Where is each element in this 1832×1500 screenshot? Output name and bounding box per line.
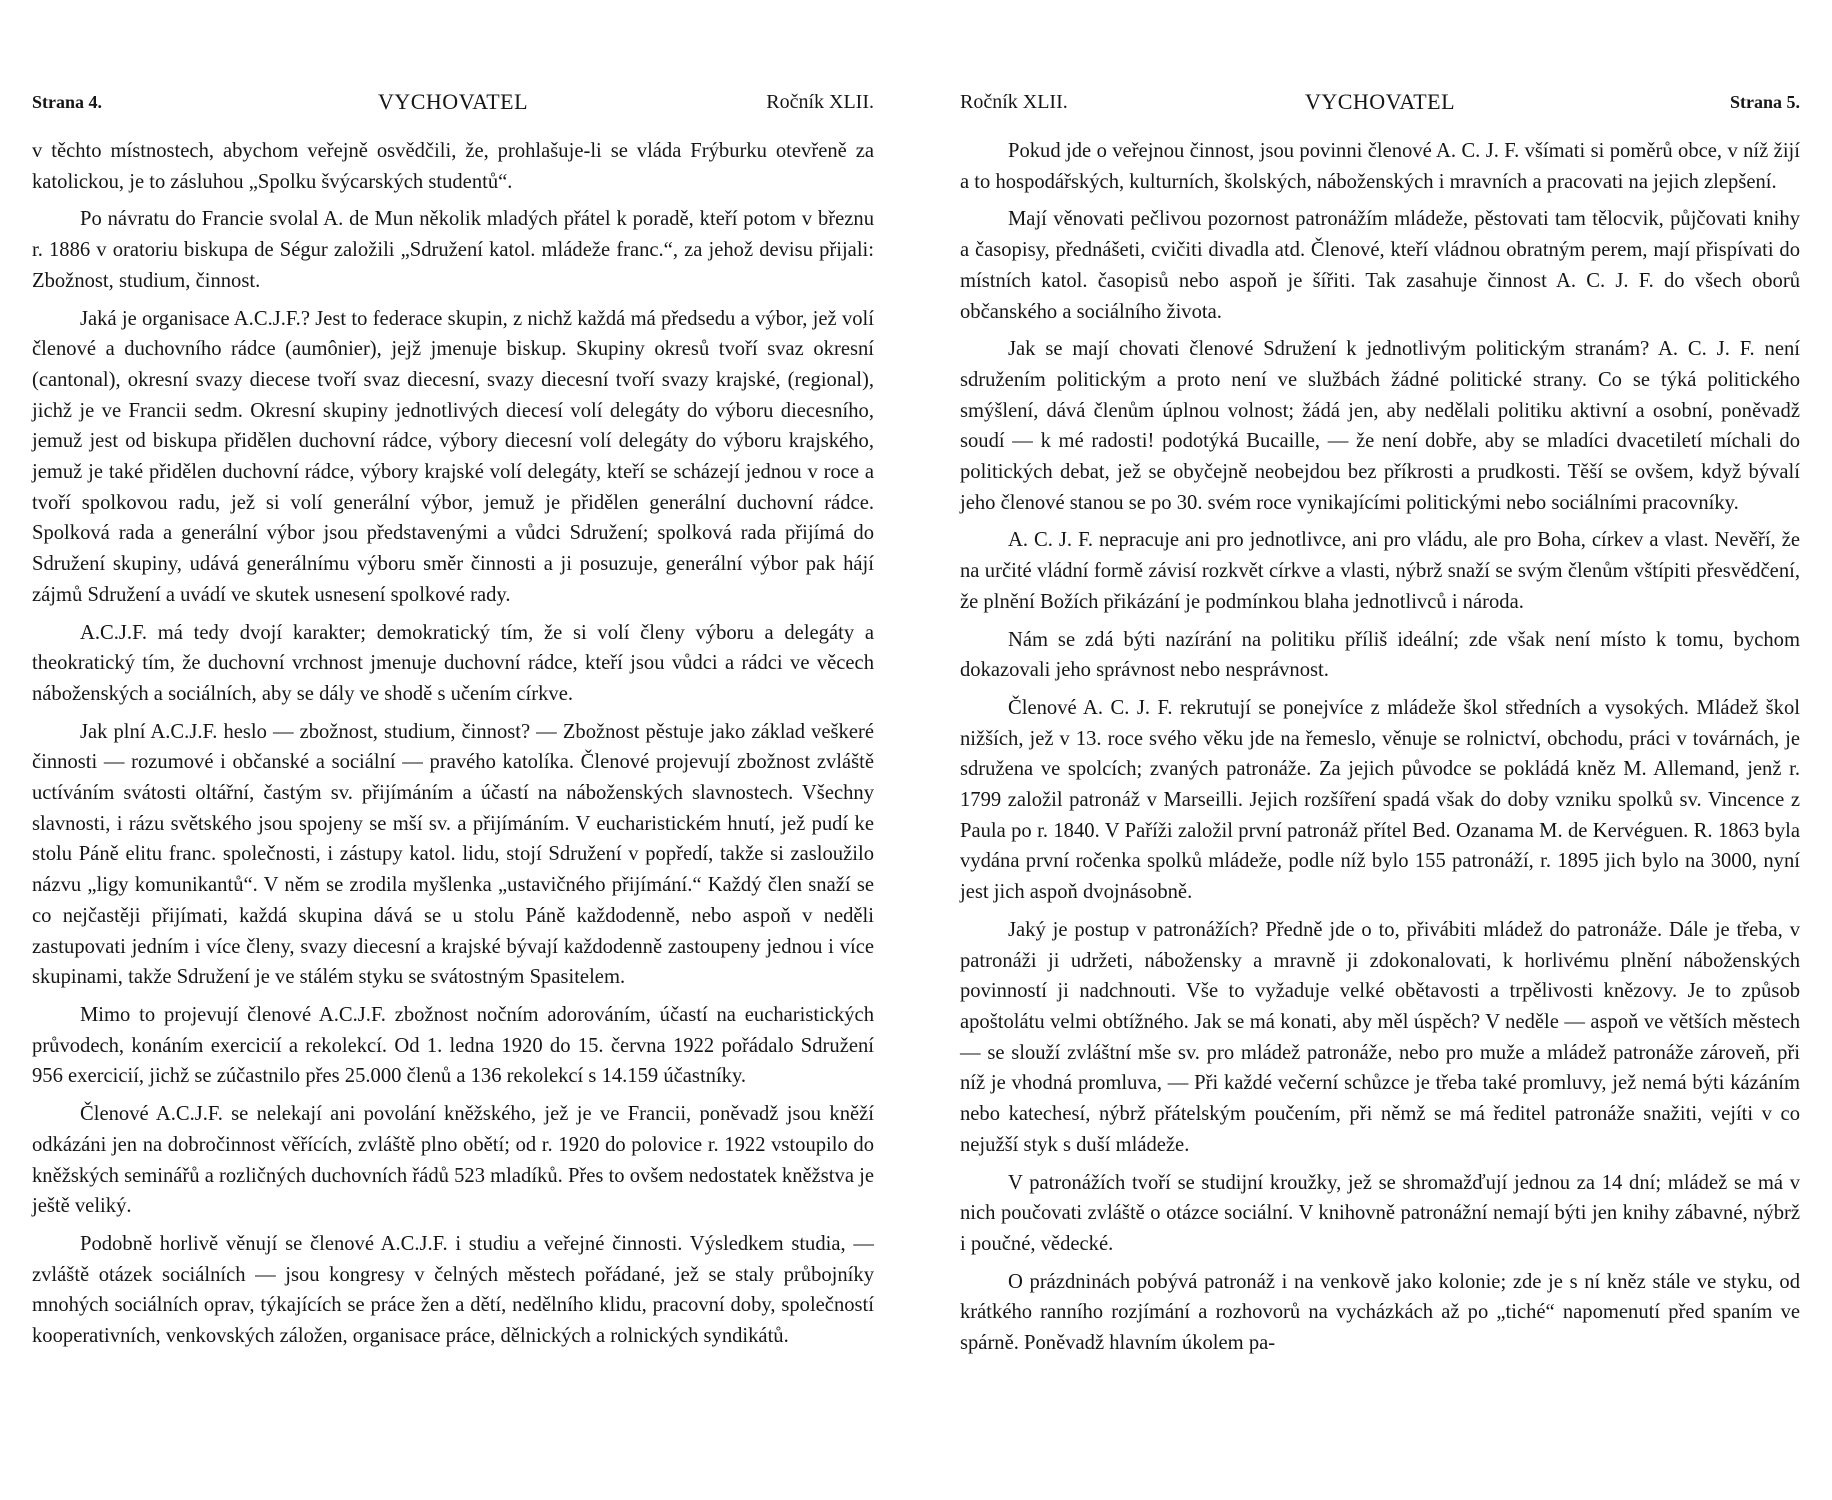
paragraph: Členové A.C.J.F. se nelekají ani povolání kněžského, jež je ve Francii, poněvadž jsou kněží odkázáni jen na dobročinnost věřících, zvláště plno obětí; od r. 1920 do polovice r. 1922 vstoupilo do kněžských seminářů a rozličných duchovních řádů 523 mladíků. Přes to ovšem nedostatek kněžstva je ještě veliký. [32,1103,874,1218]
page-number: Strana 4. [32,92,103,112]
paragraph: Podobně horlivě věnují se členové A.C.J.F. i studiu a veřejné činnosti. Výsledkem studia, — zvláště otázek sociálních — jsou kongresy v čelných městech pořádané, jež se staly průbojníky mnohých sociálních oprav, týkajících se práce žen a dětí, nedělního klidu, pracovní doby, společností kooperativních, venkovských záložen, organisace práce, dělnických a rolnických syndikátů. [32,1232,874,1348]
journal-title: VYCHOVATEL [377,89,529,114]
paragraph: Jaká je organisace A.C.J.F.? Jest to federace skupin, z nichž každá má předsedu a výbor, jež volí členové a duchovního rádce (aumônier), jejž jmenuje biskup. Skupiny okresů tvoří svaz okresní (cantonal), okresní svazy diecese tvoří svaz diecesní, svazy diecesní tvoří svazy krajské, (regional), jichž je ve Francii sedm. Okresní skupiny jednotlivých diecesí volí delegáty do výboru diecesního, jemuž jest od biskupa přidělen duchovní rádce, výbory diecesní volí delegáty do výboru krajského, jemuž je také přidělen duchovní rádce, výbory krajské volí delegáty, kteří se scházejí jednou v roce a tvoří spolkovou radu, jež si volí generální výbor, jemuž je přidělen generální duchovní rádce. Spolková rada a generální výbor jsou představenými a vůdci Sdružení; spolková rada přijímá do Sdružení skupiny, udává generálnímu výboru směr činnosti a ji posuzuje, generální výbor pak hájí zájmů Sdružení a uvádí ve skutek usnesení spolkové rady. [32,307,874,606]
journal-title: VYCHOVATEL [1304,89,1456,114]
volume-label: Ročník XLII. [766,91,874,113]
paragraph: A.C.J.F. má tedy dvojí karakter; demokratický tím, že si volí členy výboru a delegáty a theokratický tím, že duchovní vrchnost jmenuje duchovní rádce, kteří jsou vůdci a rádci ve věcech náboženských a sociálních, aby se dály ve shodě s učením církve. [32,621,874,705]
paragraph: A. C. J. F. nepracuje ani pro jednotlivce, ani pro vládu, ale pro Boha, církev a vlast. Nevěří, že na určité vládní formě závisí rozkvět církve a vlasti, nýbrž snaží se svým členům vštípiti přesvědčení, že plnění Božích přikázání je podmínkou blaha jednotlivců i národa. [960,529,1800,613]
paragraph: Nám se zdá býti nazírání na politiku příliš ideální; zde však není místo k tomu, bychom dokazovali jeho správnost nebo nesprávnost. [960,628,1800,682]
left-page-body [32,136,874,1359]
paragraph: Jak plní A.C.J.F. heslo — zbožnost, studium, činnost? — Zbožnost pěstuje jako základ veškeré činnosti — rozumové i občanské a sociální — pravého katolíka. Členové projevují zbožnost zvláště uctíváním svátosti oltářní, častým sv. přijímáním a účastí na náboženských slavnostech. Všechny slavnosti, i rázu světského jsou spojeny se mší sv. a přijímáním. V eucharistickém hnutí, jež pudí ke stolu Páně elitu franc. společnosti, i zástupy katol. lidu, stojí Sdružení v popředí, takže si zasloužilo názvu „ligy komunikantů“. V něm se zrodila myšlenka „ustavičného přijímání.“ Každý člen snaží se co nejčastěji přijímati, každá skupina dává se u stolu Páně každodenně, nebo aspoň v neděli zastupovati jedním i více členy, svazy diecesní a krajské bývají každodenně zastoupeny jednou i více skupinami, takže Sdružení je ve stálém styku se svátostným Spasitelem. [32,720,874,989]
paragraph: Členové A. C. J. F. rekrutují se ponejvíce z mládeže škol středních a vysokých. Mládež škol nižších, jež v 13. roce svého věku jde na řemeslo, věnuje se rolnictví, obchodu, práci v továrnách, je sdružena ve spolcích; zvaných patronáže. Za jejich původce se pokládá kněz M. Allemand, jenž r. 1799 založil patronáž v Marseilli. Jejich rozšíření spadá však do doby vzniku spolků sv. Vincence z Paula po r. 1840. V Paříži založil první patronáž přítel Bed. Ozanama M. de Kervéguen. R. 1863 byla vydána první ročenka spolků mládeže, podle níž bylo 155 patronáží, r. 1895 jich bylo na 3000, nyní jest jich aspoň dvojnásobně. [960,696,1800,904]
paragraph: Mají věnovati pečlivou pozornost patronážím mládeže, pěstovati tam tělocvik, půjčovati knihy a časopisy, přednášeti, cvičiti divadla atd. Členové, kteří vládnou obratným perem, mají přispívati do místních katol. časopisů nebo aspoň je šířiti. Tak zasahuje činnost A. C. J. F. do všech oborů občanského a sociálního života. [960,208,1800,323]
volume-label: Ročník XLII. [960,91,1068,113]
paragraph: Jak se mají chovati členové Sdružení k jednotlivým politickým stranám? A. C. J. F. není sdružením politickým a proto není ve službách žádné politické strany. Co se týká politického smýšlení, dává členům úplnou volnost; žádá jen, aby nedělali politiku aktivní a osobní, poněvadž soudí — k mé radosti! podotýká Bucaille, — že není dobře, aby se mladíci dvacetiletí míchali do politických debat, jež se obyčejně neobejdou bez příkrosti a prudkosti. Těší se ovšem, když bývalí jeho členové stanou se po 30. svém roce vynikajícími politickými nebo sociálními pracovníky. [960,338,1800,514]
page-number: Strana 5. [1729,92,1800,112]
right-page-header [960,86,1800,118]
paragraph: Mimo to projevují členové A.C.J.F. zbožnost nočním adorováním, účastí na eucharistických průvodech, konáním exercicií a rekolekcí. Od 1. ledna 1920 do 15. června 1922 pořádalo Sdružení 956 exercicií, jichž se zúčastnilo přes 25.000 členů a 136 rekolekcí s 14.159 účastníky. [32,1003,874,1088]
paragraph: v těchto místnostech, abychom veřejně osvědčili, že, prohlašuje-li se vláda Frýburku otevřeně za katolickou, je to zásluhou „Spolku švýcarských studentů“. [32,140,874,193]
paragraph: V patronážích tvoří se studijní kroužky, jež se shromažďují jednou za 14 dní; mládež se má v nich poučovati zvláště o otázce sociální. V knihovně patronážní nemají býti jen knihy zábavné, nýbrž i poučné, vědecké. [960,1171,1800,1255]
paragraph: Pokud jde o veřejnou činnost, jsou povinni členové A. C. J. F. všímati si poměrů obce, v níž žijí a to hospodářských, kulturních, školských, náboženských i mravních a pracovati na jejich zlepšení. [960,140,1800,193]
paragraph: Po návratu do Francie svolal A. de Mun několik mladých přátel k poradě, kteří potom v březnu r. 1886 v oratoriu biskupa de Ségur založili „Sdružení katol. mládeže franc.“, za jehož devisu přijali: Zbožnost, studium, činnost. [32,208,874,292]
right-page-body [960,136,1800,1366]
paragraph: Jaký je postup v patronážích? Předně jde o to, přivábiti mládež do patronáže. Dále je třeba, v patronáži ji udržeti, nábožensky a mravně ji zdokonalovati, k horlivému plnění náboženských povinností ji nadchnouti. Vše to vyžaduje velké obětavosti a trpělivosti knězovy. Je to způsob apoštolátu velmi obtížného. Jak se má konati, aby měl úspěch? V neděle — aspoň ve větších městech — se slouží zvláštní mše sv. pro mládež patronáže, nebo pro muže a mládež patronáže zároveň, při níž je vhodná promluva, — Při každé večerní schůzce je třeba také promluvy, jež nemá býti kázáním nebo katechesí, nýbrž přátelským poučením, při němž se má ředitel patronáže snažiti, vejíti v co nejužší styk s duší mládeže. [960,918,1800,1156]
right-page [916,0,1832,1500]
left-page-header [32,86,874,118]
paragraph: O prázdninách pobývá patronáž i na venkově jako kolonie; zde je s ní kněz stále ve styku, od krátkého ranního rozjímání a rozhovorů na vycházkách až po „tiché“ napomenutí před spaním ve spárně. Poněvadž hlavním úkolem pa- [960,1270,1800,1355]
